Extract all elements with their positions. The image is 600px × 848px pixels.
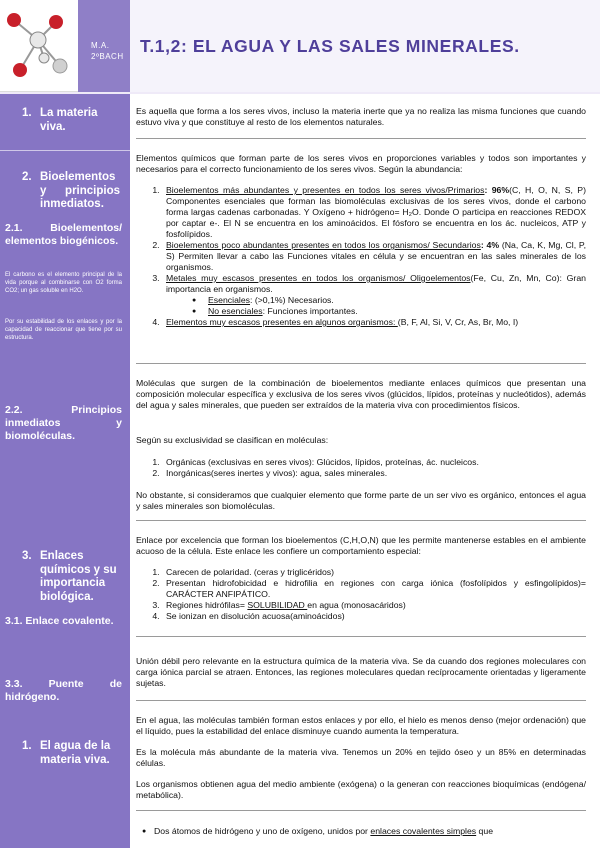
section-divider bbox=[136, 700, 586, 701]
course-label-line2: 2ºBACH bbox=[91, 52, 124, 61]
list-item: 1. Orgánicas (exclusivas en seres vivos): Glúcidos, lípidos, proteínas, ác. nucleicos. bbox=[162, 457, 586, 468]
list-item: 4. Elementos muy escasos presentes en algunos organismos: (B, F, Al, Si, V, Cr, As, Br, Mo, I) bbox=[162, 317, 586, 328]
course-label bbox=[91, 40, 124, 62]
paragraph-agua-abundancia: Es la molécula más abundante de la materia viva. Tenemos un 20% en tejido óseo y un 85% en determinadas células. bbox=[136, 747, 586, 768]
sidebar-subheading-3-1: 3.1. Enlace covalente. bbox=[5, 615, 114, 627]
paragraph-no-obstante: No obstante, si consideramos que cualquier elemento que forme parte de un ser vivo es orgánico, entonces el agua y sales minerales son biomoléculas. bbox=[136, 490, 586, 511]
paragraph-enlace-covalente: Enlace por excelencia que forman los bioelementos (C,H,O,N) que les permite mantenerse estables en el ambiente acuoso de la célula. Este enlace les confiere un comportamiento especial: bbox=[136, 535, 586, 556]
paragraph-agua-origen: Los organismos obtienen agua del medio ambiente (exógena) o la generan con reacciones bioquímicas (endógena/ metabólica). bbox=[136, 779, 586, 800]
sidebar-subheading-3-3: 3.3. Puente de hidrógeno. bbox=[5, 678, 122, 703]
oligoelementos-sublist bbox=[166, 295, 586, 317]
list-item: 3. Regiones hidrófilas= SOLUBILIDAD en agua (monosacáridos) bbox=[162, 600, 586, 611]
sidebar-heading-bioelementos: 2. Bioelementos y principios inmediatos. bbox=[22, 171, 120, 210]
molecule-logo-icon bbox=[0, 0, 78, 92]
list-item: 1. Carecen de polaridad. (ceras y triglicéridos) bbox=[162, 567, 586, 578]
page-title: T.1,2: EL AGUA Y LAS SALES MINERALES. bbox=[140, 36, 520, 56]
section-divider bbox=[136, 520, 586, 521]
paragraph-materia-viva: Es aquella que forma a los seres vivos, incluso la materia inerte que ya no realiza las misma funciones que cuando estuvo viva y que constituye al resto de los elementos naturales. bbox=[136, 106, 586, 127]
course-label-line1: M.A. bbox=[91, 41, 110, 50]
section-divider bbox=[136, 810, 586, 811]
list-item: ● Esenciales: (>0,1%) Necesarios. bbox=[204, 295, 586, 306]
header-logo bbox=[0, 0, 78, 92]
bioelementos-list bbox=[136, 185, 586, 328]
moleculas-list bbox=[136, 457, 586, 479]
paragraph-puente-hidrogeno: Unión débil pero relevante en la estructura química de la materia viva. Se da cuando dos regiones moleculares con carga iónica parcial se atraen. Entonces, las regiones moleculares quedan recíprocamente orientadas y ligeramente sujetas. bbox=[136, 656, 586, 688]
sidebar-heading-label: El agua de la materia viva. bbox=[40, 740, 111, 766]
sidebar-heading-agua: 1. El agua de la materia viva. bbox=[22, 740, 120, 767]
bullet-icon: ● bbox=[142, 828, 147, 835]
sidebar-heading-label: La materia viva. bbox=[40, 107, 98, 133]
sidebar-heading-enlaces: 3. Enlaces químicos y su importancia biológica. bbox=[22, 550, 120, 604]
sidebar-heading-materia: 1. La materia viva. bbox=[22, 107, 120, 134]
enlace-covalente-list bbox=[136, 567, 586, 622]
sidebar-note-carbono: El carbono es el elemento principal de la vida porque al combinarse con O2 forma CO2; un gas soluble en H2O. bbox=[5, 272, 122, 294]
section-divider bbox=[136, 636, 586, 637]
list-item: 1. Bioelementos más abundantes y presentes en todos los seres vivos/Primarios: 96%(C, H, O, N, S, P) Componentes esenciales que forman las biomoléculas exclusivas de los seres vivos, donde el carbono forma largas cadenas carbonadas. Y Oxígeno + hidrógeno= H₂O. Donde O participa en reacciones REDOX por captar e-. El N se encuentra en los aminoácidos. El fósforo se encuentra en los ác. nucleicos, ATP y fosfolípidos. bbox=[162, 185, 586, 240]
section-divider bbox=[136, 138, 586, 139]
paragraph-bioelementos-intro: Elementos químicos que forman parte de los seres vivos en proporciones variables y todos son importantes y necesarios para el correcto funcionamiento de los seres vivos. Según la abundancia: bbox=[136, 153, 586, 174]
list-item: 3. Metales muy escasos presentes en todos los organismos/ Oligoelementos(Fe, Cu, Zn, Mn, Co): Gran importancia en organismos. ● Esenciales: (>0,1%) Necesarios. ● No esenciales: Funciones importantes. bbox=[162, 273, 586, 317]
sidebar-divider bbox=[0, 150, 130, 151]
paragraph-agua-estructura: ● Dos átomos de hidrógeno y uno de oxígeno, unidos por enlaces covalentes simples que bbox=[142, 826, 494, 836]
paragraph-clasificacion: Según su exclusividad se clasifican en moléculas: bbox=[136, 435, 329, 445]
section-divider bbox=[136, 363, 586, 364]
list-item: 2. Inorgánicas(seres inertes y vivos): agua, sales minerales. bbox=[162, 468, 586, 479]
sidebar-heading-label: Enlaces químicos y su importancia biológica. bbox=[40, 550, 117, 603]
paragraph-agua-enlaces: En el agua, las moléculas también forman estos enlaces y por ello, el hielo es menos denso (mejor ordenación) que el líquido, pues la estabilidad del enlace disminuye cuando aumenta la temperatura. bbox=[136, 715, 586, 736]
sidebar-heading-label: Bioelementos y principios inmediatos. bbox=[40, 171, 120, 210]
list-item: 2. Presentan hidrofobicidad e hidrofilia en regiones con carga iónica (fosfolípidos y esfingolípidos)= CARÁCTER ANFIPÁTICO. bbox=[162, 578, 586, 600]
sidebar-note-estabilidad: Por su estabilidad de los enlaces y por la capacidad de reaccionar que tiene por su estructura. bbox=[5, 319, 122, 341]
sidebar-subheading-2-2: 2.2. Principios inmediatos y biomoléculas. bbox=[5, 404, 122, 442]
list-item: 2. Bioelementos poco abundantes presentes en todos los organismos/ Secundarios: 4% (Na, Ca, K, Mg, Cl, P, S) Permiten llevar a cabo las Funciones vitales en célula y se encuentran en las sales minerales de los organismos. bbox=[162, 240, 586, 273]
paragraph-biomoleculas: Moléculas que surgen de la combinación de bioelementos mediante enlaces químicos que presentan una composición molecular específica y exclusiva de los seres vivos (glúcidos, lípidos, proteínas y nucleótidos), además del agua y sales minerales, que pueden ser extraídos de la materia viva con procedimientos físicos. bbox=[136, 378, 586, 410]
list-item: ● No esenciales: Funciones importantes. bbox=[204, 306, 586, 317]
sidebar-subheading-2-1: 2.1. Bioelementos/ elementos biogénicos. bbox=[5, 222, 122, 247]
list-item: 4. Se ionizan en disolución acuosa(aminoácidos) bbox=[162, 611, 586, 622]
